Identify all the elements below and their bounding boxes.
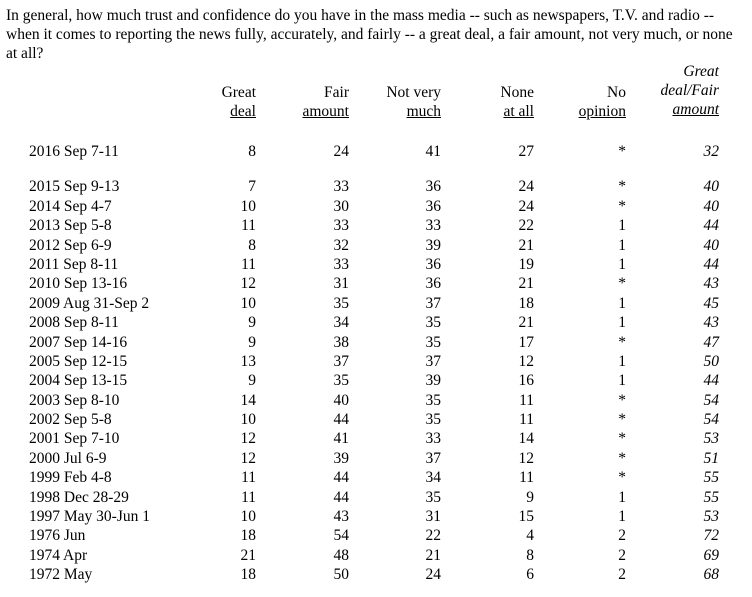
header-not-very-much xyxy=(386,83,441,121)
cell-gdfa: 40 xyxy=(703,197,719,215)
cell-great: 8 xyxy=(248,236,256,254)
cell-none: 8 xyxy=(526,546,534,564)
header-no-opinion-line2: opinion xyxy=(578,103,626,120)
cell-noop: * xyxy=(618,333,626,351)
cell-none: 4 xyxy=(526,527,534,545)
cell-noop: * xyxy=(618,430,626,448)
cell-fair: 54 xyxy=(333,527,349,545)
cell-great: 12 xyxy=(240,449,256,467)
cell-noop: 1 xyxy=(618,372,626,390)
cell-none: 16 xyxy=(518,372,534,390)
cell-date: 2015 Sep 9-13 xyxy=(29,178,120,196)
cell-gdfa: 43 xyxy=(703,314,719,332)
cell-great: 10 xyxy=(240,508,256,526)
cell-notvery: 36 xyxy=(425,275,441,293)
cell-notvery: 39 xyxy=(425,236,441,254)
cell-date: 2010 Sep 13-16 xyxy=(29,275,128,293)
header-great-fair-line3: amount xyxy=(672,101,719,118)
cell-none: 19 xyxy=(518,255,534,273)
header-fair-amount-line1: Fair xyxy=(324,84,349,101)
cell-fair: 35 xyxy=(333,372,349,390)
cell-great: 11 xyxy=(241,469,256,487)
cell-none: 9 xyxy=(526,488,534,506)
cell-fair: 35 xyxy=(333,294,349,312)
cell-noop: 2 xyxy=(618,546,626,564)
header-no-opinion-line1: No xyxy=(607,84,626,101)
table-row xyxy=(0,333,752,352)
cell-great: 12 xyxy=(240,275,256,293)
cell-great: 11 xyxy=(241,255,256,273)
cell-gdfa: 68 xyxy=(703,566,719,584)
cell-great: 18 xyxy=(240,566,256,584)
cell-gdfa: 40 xyxy=(703,236,719,254)
cell-fair: 33 xyxy=(333,217,349,235)
cell-date: 2000 Jul 6-9 xyxy=(29,449,107,467)
header-none-at-all-line2: at all xyxy=(503,103,534,120)
header-great-deal xyxy=(222,83,256,121)
cell-gdfa: 44 xyxy=(703,217,719,235)
header-none-at-all-line1: None xyxy=(500,84,534,101)
cell-gdfa: 51 xyxy=(703,449,719,467)
cell-date: 2003 Sep 8-10 xyxy=(29,391,120,409)
cell-gdfa: 50 xyxy=(703,352,719,370)
cell-none: 6 xyxy=(526,566,534,584)
cell-great: 9 xyxy=(248,372,256,390)
table-row xyxy=(0,197,752,216)
cell-notvery: 35 xyxy=(425,391,441,409)
cell-none: 18 xyxy=(518,294,534,312)
cell-notvery: 24 xyxy=(425,566,441,584)
cell-noop: * xyxy=(618,178,626,196)
cell-date: 2012 Sep 6-9 xyxy=(29,236,112,254)
table-row xyxy=(0,294,752,313)
cell-great: 10 xyxy=(240,411,256,429)
cell-noop: 1 xyxy=(618,217,626,235)
cell-noop: * xyxy=(618,197,626,215)
header-none-at-all xyxy=(500,83,534,121)
cell-date: 2009 Aug 31-Sep 2 xyxy=(29,294,150,312)
column-headers xyxy=(0,63,752,125)
cell-notvery: 22 xyxy=(425,527,441,545)
table-row xyxy=(0,142,752,161)
header-great-fair-line2: deal/Fair xyxy=(660,82,719,99)
cell-notvery: 41 xyxy=(425,143,441,160)
cell-date: 1976 Jun xyxy=(29,527,86,545)
cell-fair: 33 xyxy=(333,255,349,273)
cell-none: 17 xyxy=(518,333,534,351)
cell-notvery: 37 xyxy=(425,449,441,467)
cell-gdfa: 44 xyxy=(703,372,719,390)
cell-fair: 41 xyxy=(333,430,349,448)
table-row xyxy=(0,274,752,293)
cell-gdfa: 53 xyxy=(703,430,719,448)
cell-noop: 1 xyxy=(618,314,626,332)
table-row xyxy=(0,410,752,429)
cell-none: 12 xyxy=(518,352,534,370)
cell-notvery: 34 xyxy=(425,469,441,487)
cell-great: 10 xyxy=(240,197,256,215)
cell-noop: * xyxy=(618,275,626,293)
table-row xyxy=(0,565,752,584)
cell-none: 12 xyxy=(518,449,534,467)
cell-date: 1999 Feb 4-8 xyxy=(29,469,112,487)
header-great-fair-combined xyxy=(660,62,719,119)
cell-noop: * xyxy=(618,469,626,487)
cell-none: 11 xyxy=(519,411,534,429)
cell-noop: 1 xyxy=(618,236,626,254)
table-row xyxy=(0,177,752,196)
table-row xyxy=(0,371,752,390)
cell-gdfa: 54 xyxy=(703,411,719,429)
cell-notvery: 37 xyxy=(425,352,441,370)
table-row xyxy=(0,216,752,235)
cell-notvery: 37 xyxy=(425,294,441,312)
cell-none: 11 xyxy=(519,391,534,409)
cell-fair: 48 xyxy=(333,546,349,564)
cell-notvery: 36 xyxy=(425,178,441,196)
cell-date: 2005 Sep 12-15 xyxy=(29,352,128,370)
cell-notvery: 36 xyxy=(425,255,441,273)
cell-noop: 2 xyxy=(618,527,626,545)
table-row xyxy=(0,449,752,468)
cell-none: 24 xyxy=(518,178,534,196)
cell-notvery: 36 xyxy=(425,197,441,215)
header-no-opinion xyxy=(579,83,626,121)
table-row xyxy=(0,313,752,332)
cell-fair: 30 xyxy=(333,197,349,215)
cell-date: 2002 Sep 5-8 xyxy=(29,411,112,429)
cell-gdfa: 43 xyxy=(703,275,719,293)
cell-none: 11 xyxy=(519,469,534,487)
cell-great: 9 xyxy=(248,314,256,332)
header-fair-amount-line2: amount xyxy=(302,103,349,120)
table-row xyxy=(0,468,752,487)
cell-fair: 34 xyxy=(333,314,349,332)
cell-date: 1998 Dec 28-29 xyxy=(29,488,129,506)
cell-date: 2001 Sep 7-10 xyxy=(29,430,120,448)
cell-fair: 37 xyxy=(333,352,349,370)
cell-gdfa: 55 xyxy=(703,469,719,487)
cell-gdfa: 69 xyxy=(703,546,719,564)
cell-fair: 43 xyxy=(333,508,349,526)
cell-notvery: 33 xyxy=(425,217,441,235)
cell-notvery: 35 xyxy=(425,314,441,332)
cell-great: 13 xyxy=(240,352,256,370)
data-table-body xyxy=(0,142,752,585)
cell-noop: 2 xyxy=(618,566,626,584)
cell-gdfa: 40 xyxy=(703,178,719,196)
cell-none: 15 xyxy=(518,508,534,526)
cell-noop: * xyxy=(618,143,626,160)
header-not-very-much-line1: Not very xyxy=(386,84,441,101)
cell-date: 2004 Sep 13-15 xyxy=(29,372,128,390)
table-row xyxy=(0,488,752,507)
cell-fair: 44 xyxy=(333,488,349,506)
cell-great: 18 xyxy=(240,527,256,545)
header-not-very-much-line2: much xyxy=(406,103,441,120)
cell-none: 14 xyxy=(518,430,534,448)
table-row xyxy=(0,429,752,448)
cell-date: 2007 Sep 14-16 xyxy=(29,333,128,351)
cell-fair: 38 xyxy=(333,333,349,351)
cell-notvery: 35 xyxy=(425,333,441,351)
cell-date: 2016 Sep 7-11 xyxy=(29,143,119,160)
table-row xyxy=(0,507,752,526)
cell-noop: 1 xyxy=(618,352,626,370)
header-fair-amount xyxy=(303,83,350,121)
cell-great: 14 xyxy=(240,391,256,409)
cell-notvery: 35 xyxy=(425,488,441,506)
table-row xyxy=(0,546,752,565)
cell-none: 21 xyxy=(518,236,534,254)
cell-gdfa: 72 xyxy=(703,527,719,545)
cell-gdfa: 45 xyxy=(703,294,719,312)
cell-fair: 40 xyxy=(333,391,349,409)
cell-great: 11 xyxy=(241,217,256,235)
cell-none: 21 xyxy=(518,275,534,293)
table-row xyxy=(0,526,752,545)
cell-notvery: 21 xyxy=(425,546,441,564)
cell-noop: 1 xyxy=(618,488,626,506)
cell-date: 1974 Apr xyxy=(29,546,88,564)
cell-notvery: 31 xyxy=(425,508,441,526)
cell-gdfa: 54 xyxy=(703,391,719,409)
cell-notvery: 35 xyxy=(425,411,441,429)
cell-noop: * xyxy=(618,391,626,409)
table-row xyxy=(0,255,752,274)
survey-question: In general, how much trust and confidence do you have in the mass media -- such as newspapers, T.V. and radio -- when it comes to reporting the news fully, accurately, and fairly -- a great deal, a fair amount, not very much, or none at all? xyxy=(6,7,733,62)
header-great-deal-line2: deal xyxy=(230,103,256,120)
cell-great: 21 xyxy=(240,546,256,564)
cell-fair: 24 xyxy=(333,143,349,160)
cell-fair: 33 xyxy=(333,178,349,196)
cell-great: 8 xyxy=(248,143,256,160)
cell-fair: 50 xyxy=(333,566,349,584)
cell-date: 2008 Sep 8-11 xyxy=(29,314,119,332)
cell-noop: 1 xyxy=(618,508,626,526)
cell-noop: 1 xyxy=(618,255,626,273)
cell-noop: * xyxy=(618,411,626,429)
cell-gdfa: 44 xyxy=(703,255,719,273)
cell-gdfa: 53 xyxy=(703,508,719,526)
cell-none: 22 xyxy=(518,217,534,235)
cell-noop: * xyxy=(618,449,626,467)
cell-fair: 39 xyxy=(333,449,349,467)
cell-none: 27 xyxy=(518,143,534,160)
cell-fair: 31 xyxy=(333,275,349,293)
cell-date: 2011 Sep 8-11 xyxy=(29,255,119,273)
table-row xyxy=(0,236,752,255)
cell-gdfa: 47 xyxy=(703,333,719,351)
cell-great: 12 xyxy=(240,430,256,448)
cell-great: 10 xyxy=(240,294,256,312)
header-great-deal-line1: Great xyxy=(221,84,256,101)
cell-none: 21 xyxy=(518,314,534,332)
cell-notvery: 33 xyxy=(425,430,441,448)
table-row xyxy=(0,352,752,371)
cell-fair: 32 xyxy=(333,236,349,254)
cell-none: 24 xyxy=(518,197,534,215)
cell-fair: 44 xyxy=(333,469,349,487)
cell-great: 11 xyxy=(241,488,256,506)
cell-gdfa: 55 xyxy=(703,488,719,506)
header-great-fair-line1: Great xyxy=(683,63,719,80)
cell-date: 2013 Sep 5-8 xyxy=(29,217,112,235)
cell-great: 9 xyxy=(248,333,256,351)
cell-gdfa: 32 xyxy=(703,143,719,160)
cell-date: 1997 May 30-Jun 1 xyxy=(29,508,150,526)
cell-date: 1972 May xyxy=(29,566,93,584)
cell-fair: 44 xyxy=(333,411,349,429)
table-row xyxy=(0,391,752,410)
cell-great: 7 xyxy=(248,178,256,196)
cell-notvery: 39 xyxy=(425,372,441,390)
cell-noop: 1 xyxy=(618,294,626,312)
cell-date: 2014 Sep 4-7 xyxy=(29,197,112,215)
